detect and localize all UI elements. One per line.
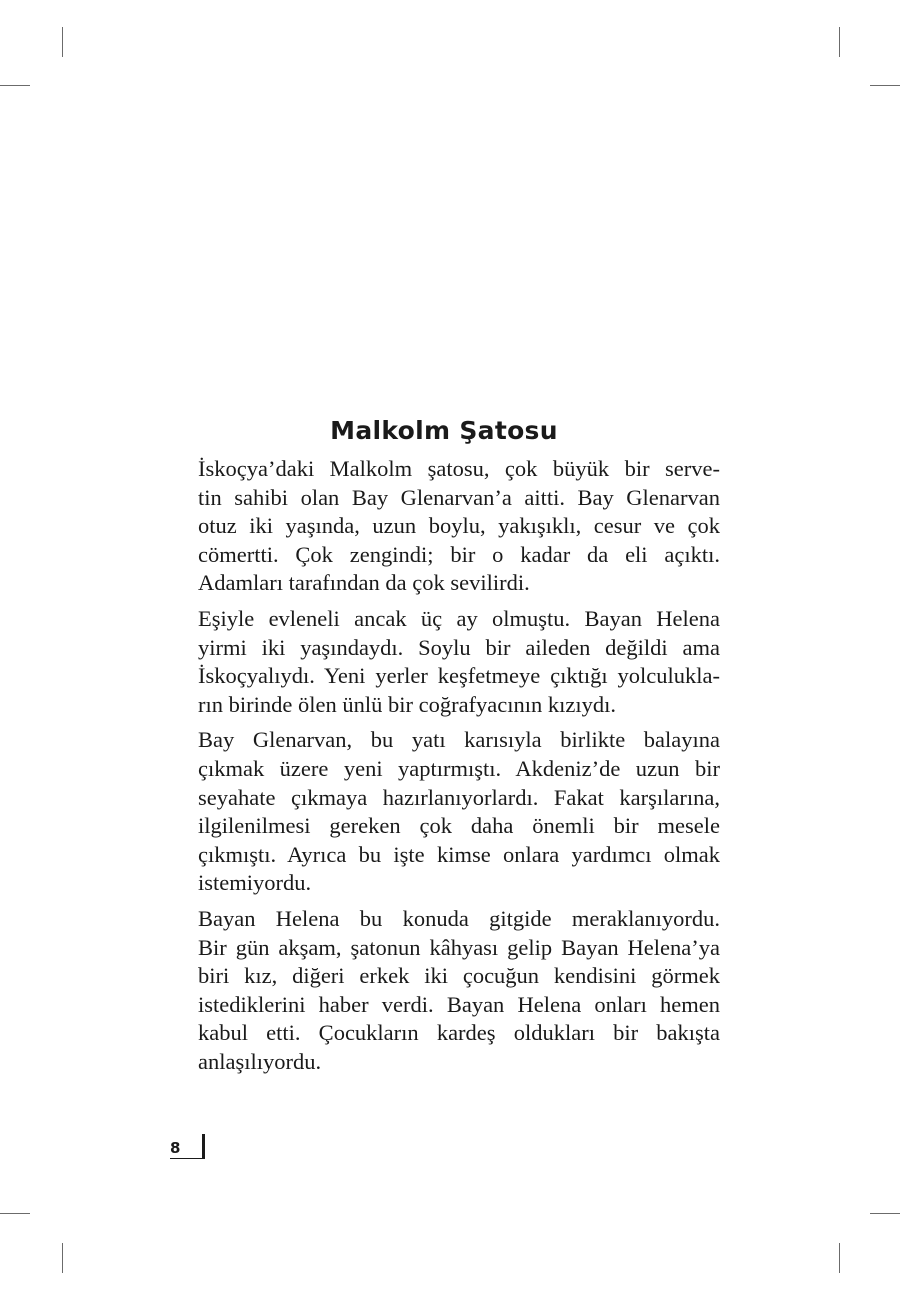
text-line: Bay Glenarvan, bu yatı karısıyla birlikte balayına [198, 727, 720, 753]
text-line: yirmi iki yaşındaydı. Soylu bir aileden değildi ama [198, 634, 720, 660]
text-line: kabul etti. Çocukların kardeş oldukları bir bakışta [198, 1020, 720, 1046]
text-line: rın birinde ölen ünlü bir coğrafyacının kızıydı. [198, 691, 617, 717]
text-line: istemiyordu. [198, 870, 312, 896]
text-line: Bayan Helena bu konuda gitgide meraklanıyordu. [198, 905, 720, 931]
crop-mark-top-right-vertical [839, 27, 840, 57]
text-line: Adamları tarafından da çok sevilirdi. [198, 570, 530, 596]
crop-mark-bottom-left-horizontal [0, 1213, 30, 1214]
text-line: Bir gün akşam, şatonun kâhyası gelip Bayan Helena’ya [198, 934, 720, 960]
text-line: İskoçya’daki Malkolm şatosu, çok büyük bir serve- [198, 456, 720, 481]
paragraph [170, 605, 720, 719]
crop-mark-top-right-horizontal [870, 85, 900, 86]
crop-mark-bottom-right-vertical [839, 1243, 840, 1273]
text-line: seyahate çıkmaya hazırlanıyorlardı. Fakat karşılarına, [198, 784, 720, 810]
text-line: otuz iki yaşında, uzun boylu, yakışıklı, cesur ve çok [198, 513, 720, 539]
text-line: çıkmıştı. Ayrıca bu işte kimse onlara yardımcı olmak [198, 841, 720, 867]
chapter-body [170, 455, 720, 1083]
text-line: tin sahibi olan Bay Glenarvan’a aitti. Bay Glenarvan [198, 484, 720, 510]
text-line: çıkmak üzere yeni yaptırmıştı. Akdeniz’de uzun bir [198, 755, 720, 781]
crop-mark-bottom-right-horizontal [870, 1213, 900, 1214]
chapter-title: Malkolm Şatosu [330, 416, 558, 445]
crop-mark-top-left-vertical [62, 27, 63, 57]
text-line: ilgilenilmesi gereken çok daha önemli bir mesele [198, 813, 720, 839]
folio-vertical-rule [202, 1134, 205, 1159]
paragraph [170, 455, 720, 598]
text-line: biri kız, diğeri erkek iki çocuğun kendisini görmek [198, 963, 720, 989]
text-line: İskoçyalıydı. Yeni yerler keşfetmeye çıktığı yolculukla- [198, 663, 720, 689]
crop-mark-bottom-left-vertical [62, 1243, 63, 1273]
text-line: cömertti. Çok zengindi; bir o kadar da eli açıktı. [198, 541, 720, 567]
page-number: 8 [170, 1139, 181, 1157]
text-line: anlaşılıyordu. [198, 1048, 322, 1074]
text-line: istediklerini haber verdi. Bayan Helena onları hemen [198, 991, 720, 1017]
text-line: Eşiyle evleneli ancak üç ay olmuştu. Bayan Helena [198, 605, 720, 631]
crop-mark-top-left-horizontal [0, 85, 30, 86]
paragraph [170, 726, 720, 898]
paragraph [170, 905, 720, 1077]
folio-horizontal-rule [170, 1158, 205, 1159]
